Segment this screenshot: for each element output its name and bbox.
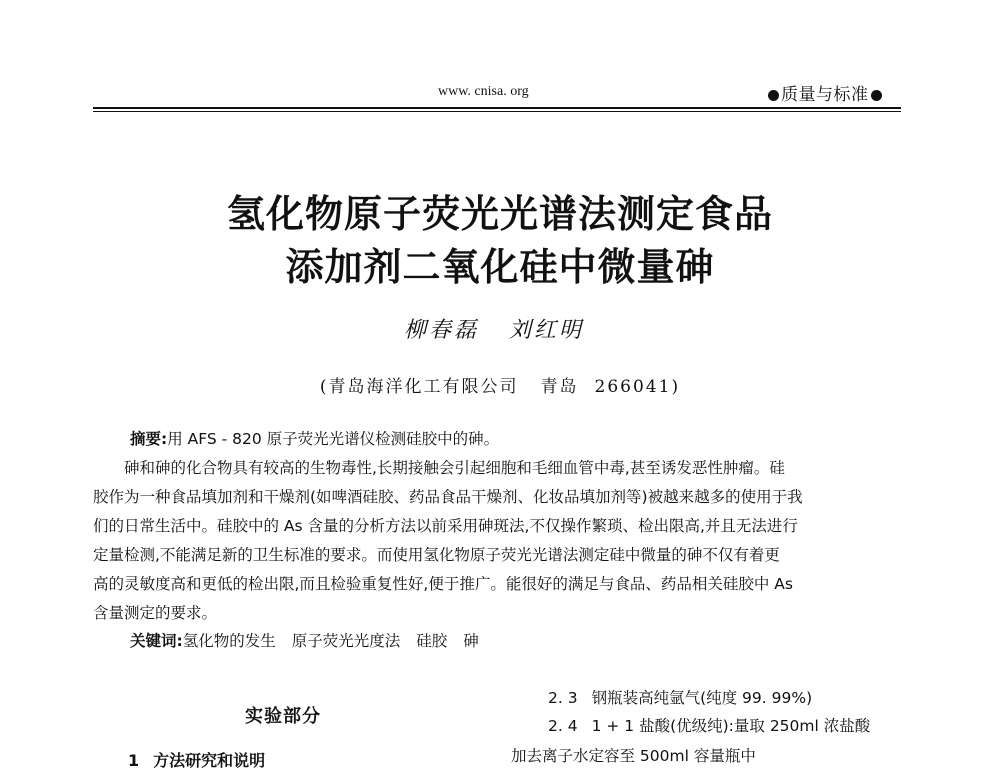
abstract xyxy=(130,425,499,454)
paper-title-line-2: 添加剂二氧化硅中微量砷 xyxy=(285,244,715,289)
header-rule-thin xyxy=(93,111,901,112)
keyword-item: 氢化物的发生 xyxy=(182,632,276,650)
item-number: 2. 3 xyxy=(548,689,578,707)
affiliation-org: 青岛海洋化工有限公司 xyxy=(328,377,519,397)
abstract-text: 用 AFS - 820 原子荧光光谱仪检测硅胶中的砷。 xyxy=(167,430,500,448)
affiliation-close-paren: ) xyxy=(671,377,681,397)
reagent-item-continuation: 加去离子水定容至 500ml 容量瓶中 xyxy=(511,747,756,765)
paragraph-line: 胶作为一种食品填加剂和干燥剂(如啤酒硅胶、药品食品干燥剂、化妆品填加剂等)被越来越多的使用于我 xyxy=(93,488,803,506)
affiliation-city: 青岛 xyxy=(540,377,579,397)
paragraph-line: 砷和砷的化合物具有较高的生物毒性,长期接触会引起细胞和毛细血管中毒,甚至诱发恶性肿瘤。硅 xyxy=(93,459,785,477)
author-list xyxy=(404,313,584,344)
keyword-item: 硅胶 xyxy=(416,632,448,650)
affiliation xyxy=(0,372,1000,397)
section-heading: 实验部分 xyxy=(245,706,321,727)
item-text: 钢瓶装高纯氩气(纯度 99. 99%) xyxy=(591,689,813,707)
paragraph-line: 高的灵敏度高和更低的检出限,而且检验重复性好,便于推广。能很好的满足与食品、药品相关硅胶中 As xyxy=(93,575,793,593)
paper-title-line-1: 氢化物原子荧光光谱法测定食品 xyxy=(226,191,773,236)
keyword-item: 砷 xyxy=(463,632,479,650)
keywords-label: 关键词: xyxy=(130,632,183,650)
author-name: 刘红明 xyxy=(509,318,585,343)
bullet-dot-icon xyxy=(871,90,882,101)
subsection-number: 1 xyxy=(128,751,140,770)
item-text: 1 + 1 盐酸(优级纯):量取 250ml 浓盐酸 xyxy=(591,717,871,735)
keywords xyxy=(130,627,479,656)
keyword-item: 原子荧光光度法 xyxy=(291,632,401,650)
header-section-label xyxy=(766,80,884,105)
paragraph-line: 定量检测,不能满足新的卫生标准的要求。而使用氢化物原子荧光光谱法测定硅中微量的砷不仅有着更 xyxy=(93,546,780,564)
header-url: www. cnisa. org xyxy=(438,84,529,99)
paragraph-line: 们的日常生活中。硅胶中的 As 含量的分析方法以前采用砷斑法,不仅操作繁琐、检出限高,并且无法进行 xyxy=(93,517,798,535)
affiliation-open-paren: ( xyxy=(319,377,329,397)
reagent-item xyxy=(548,714,870,736)
item-number: 2. 4 xyxy=(548,717,578,735)
author-name: 柳春磊 xyxy=(404,318,480,343)
reagent-item xyxy=(548,686,812,708)
header-rule xyxy=(93,107,901,109)
subsection-title: 方法研究和说明 xyxy=(153,751,266,770)
header-section-text: 质量与标准 xyxy=(781,85,869,105)
affiliation-postcode: 266041 xyxy=(594,377,672,397)
bullet-dot-icon xyxy=(768,90,779,101)
abstract-label: 摘要: xyxy=(130,430,168,448)
paragraph-line: 含量测定的要求。 xyxy=(93,604,218,622)
